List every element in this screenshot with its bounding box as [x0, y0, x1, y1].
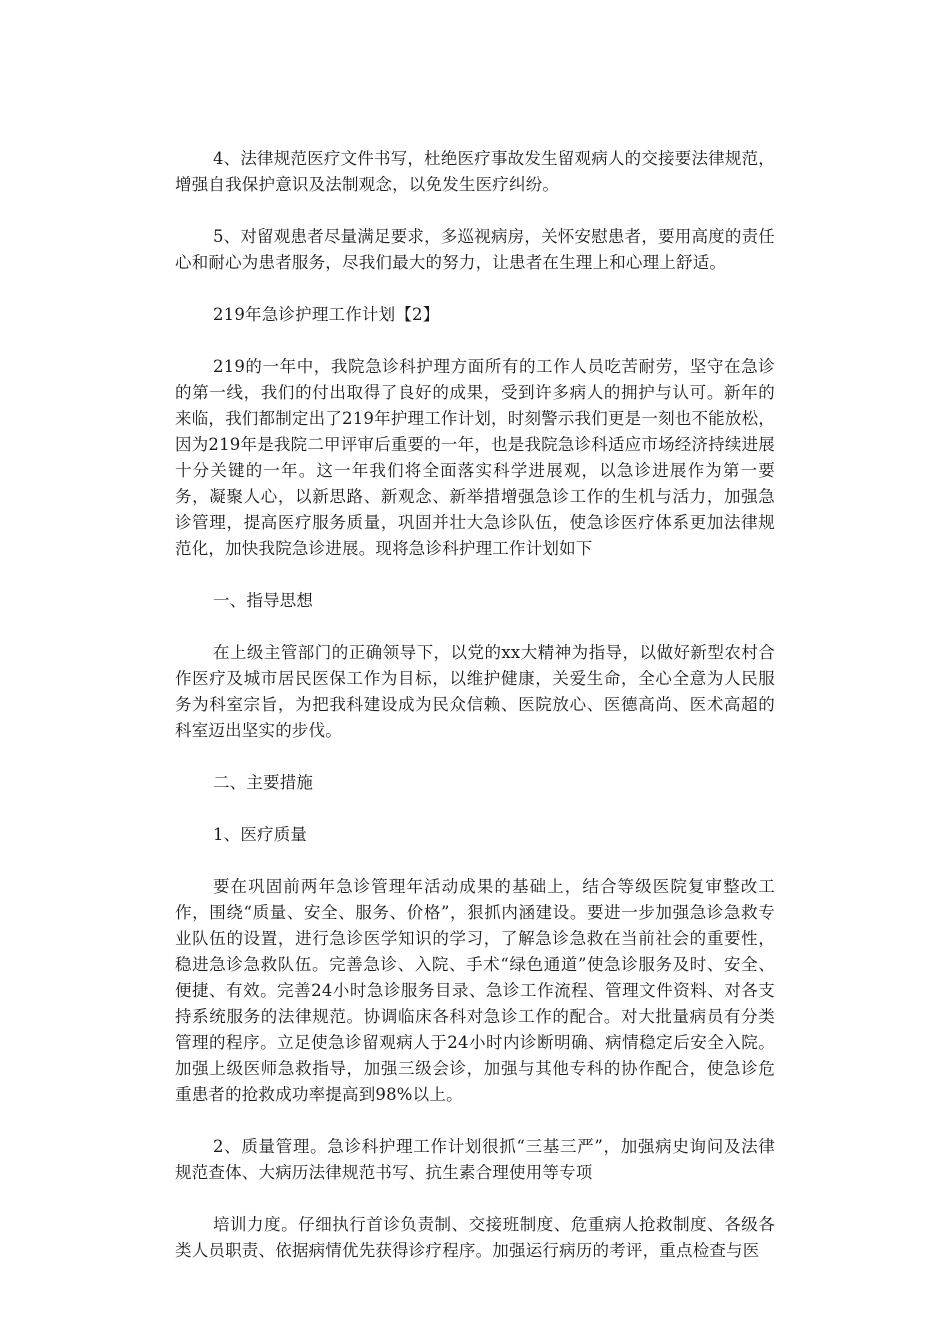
paragraph-quality-management: 2、质量管理。急诊科护理工作计划很抓“三基三严”，加强病史询问及法律规范查体、大病历法律规范书写、抗生素合理使用等专项	[175, 1137, 775, 1182]
heading-guiding-thought: 一、指导思想	[212, 591, 314, 610]
paragraph-medical-quality: 要在巩固前两年急诊管理年活动成果的基础上，结合等级医院复审整改工作，围绕“质量、安全、服务、价格”，狠抓内涵建设。要进一步加强急诊急救专业队伍的设置，进行急诊医学知识的学习，了解急诊急救在当前社会的重要性，稳进急诊急救队伍。完善急诊、入院、手术“绿色通道”使急诊服务及时、安全、便捷、有效。完善24小时急诊服务目录、急诊工作流程、管理文件资料、对各支持系统服务的法律规范。协调临床各科对急诊工作的配合。对大批量病员有分类管理的程序。立足使急诊留观病人于24小时内诊断明确、病情稳定后安全入院。加强上级医师急救指导，加强三级会诊，加强与其他专科的协作配合，使急诊危重患者的抢救成功率提高到98%以上。	[175, 877, 775, 1104]
section-title-plan-2: 219年急诊护理工作计划【2】	[212, 305, 440, 324]
paragraph-item-5: 5、对留观患者尽量满足要求，多巡视病房，关怀安慰患者，要用高度的责任心和耐心为患者服务，尽我们最大的努力，让患者在生理上和心理上舒适。	[175, 227, 775, 272]
paragraph-intro: 219的一年中，我院急诊科护理方面所有的工作人员吃苦耐劳，坚守在急诊的第一线，我们的付出取得了良好的成果，受到许多病人的拥护与认可。新年的来临，我们都制定出了219年护理工作计划，时刻警示我们更是一刻也不能放松，因为219年是我院二甲评审后重要的一年，也是我院急诊科适应市场经济持续进展十分关键的一年。这一年我们将全面落实科学进展观，以急诊进展作为第一要务，凝聚人心，以新思路、新观念、新举措增强急诊工作的生机与活力，加强急诊管理，提高医疗服务质量，巩固并壮大急诊队伍，使急诊医疗体系更加法律规范化，加快我院急诊进展。现将急诊科护理工作计划如下	[175, 357, 775, 558]
paragraph-item-4: 4、法律规范医疗文件书写，杜绝医疗事故发生留观病人的交接要法律规范，增强自我保护意识及法制观念，以免发生医疗纠纷。	[175, 149, 775, 194]
document-body	[175, 146, 775, 1290]
subheading-medical-quality: 1、医疗质量	[212, 825, 308, 844]
paragraph-training: 培训力度。仔细执行首诊负责制、交接班制度、危重病人抢救制度、各级各类人员职责、依据病情优先获得诊疗程序。加强运行病历的考评，重点检查与医	[175, 1215, 775, 1260]
paragraph-guiding-thought: 在上级主管部门的正确领导下，以党的xx大精神为指导，以做好新型农村合作医疗及城市居民医保工作为目标，以维护健康，关爱生命，全心全意为人民服务为科室宗旨，为把我科建设成为民众信赖、医院放心、医德高尚、医术高超的科室迈出坚实的步伐。	[175, 643, 775, 740]
heading-main-measures: 二、主要措施	[212, 773, 314, 792]
